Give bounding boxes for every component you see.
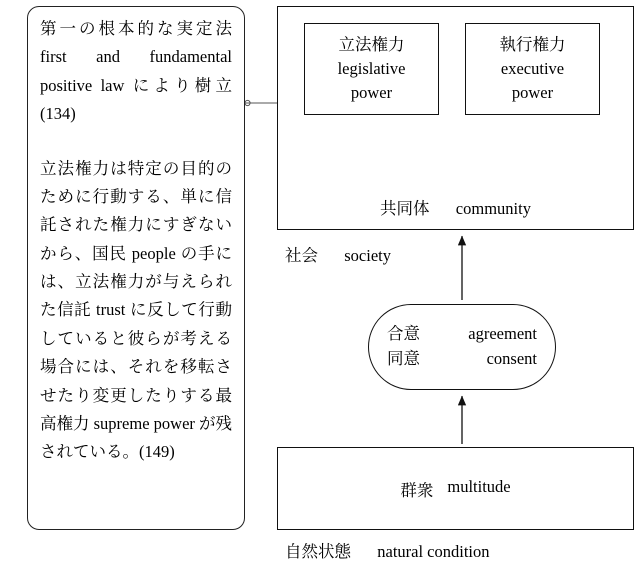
legislative-power-box (304, 23, 439, 115)
executive-power-label-en-2: power (511, 82, 554, 102)
community-label-jp: 共同体 (380, 199, 430, 218)
natural-condition-label-jp: 自然状態 (285, 542, 351, 561)
multitude-box (277, 447, 634, 530)
agreement-consent-box (368, 304, 556, 390)
agreement-row (387, 322, 537, 347)
legislative-power-label-en-1: legislative (337, 59, 406, 79)
society-label (285, 242, 391, 266)
consent-row (387, 347, 537, 372)
executive-power-box (465, 23, 600, 115)
note-paragraph-1: 第一の根本的な実定法 first and fundamental positive law により樹立 (134) (40, 19, 232, 124)
consent-label-jp: 同意 (387, 349, 420, 368)
multitude-labels (400, 477, 510, 501)
legislative-power-label-en-2: power (350, 82, 393, 102)
natural-condition-label-en: natural condition (377, 542, 490, 561)
agreement-label-jp: 合意 (387, 324, 420, 344)
executive-power-label-en-1: executive (500, 59, 565, 79)
note-paragraph-2: 立法権力は特定の目的のために行動する、単に信託された権力にすぎないから、国民 people の手には、立法権力が与えられた信託 trust に反して行動していると彼らが考える場合には、それを移転させたり変更したりする最高権力 supreme power が残されている。(149) (40, 158, 233, 462)
consent-label-en: consent (486, 349, 537, 368)
community-label (277, 195, 634, 219)
society-label-jp: 社会 (285, 246, 318, 265)
multitude-label-jp: 群衆 (400, 480, 434, 500)
executive-power-label-jp: 執行権力 (499, 35, 566, 55)
society-label-en: society (344, 246, 391, 265)
agreement-label-en: agreement (468, 324, 537, 344)
community-label-en: community (455, 199, 531, 218)
multitude-label-en: multitude (447, 476, 511, 496)
legislative-power-label-jp: 立法権力 (338, 35, 405, 55)
note-panel (27, 6, 245, 530)
natural-condition-label (285, 538, 490, 562)
